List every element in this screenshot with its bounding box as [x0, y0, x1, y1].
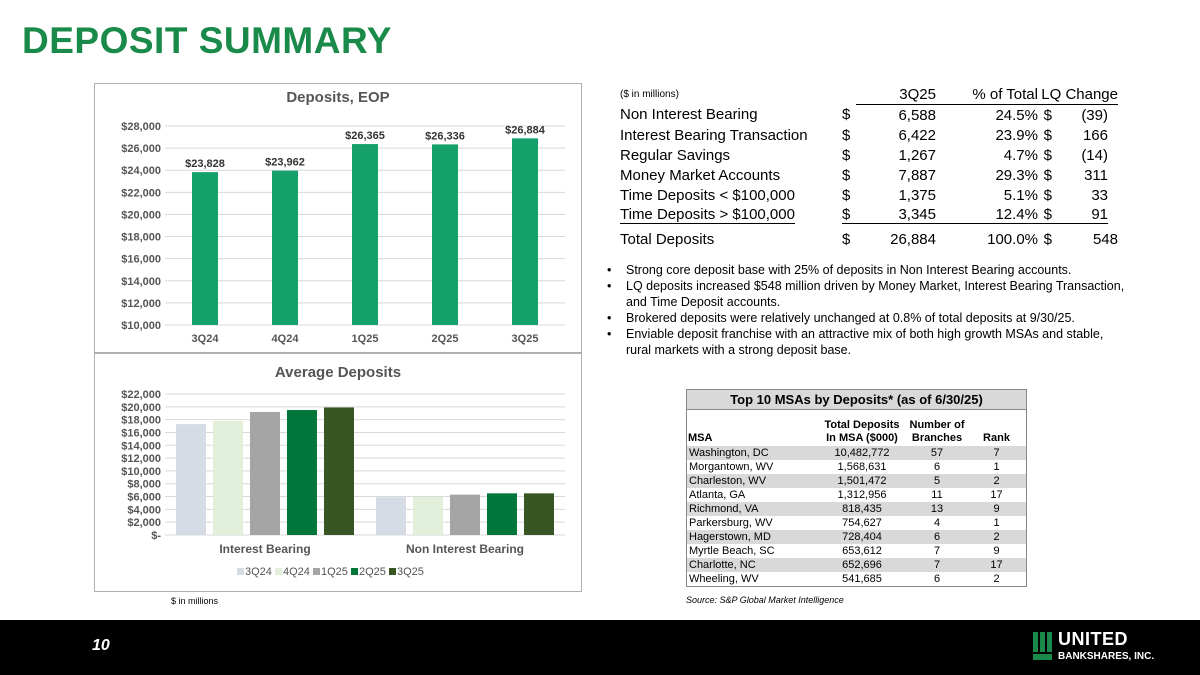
total-change: 548: [1092, 230, 1118, 248]
currency-sign: $: [1043, 166, 1052, 184]
y-tick-label: $6,000: [127, 491, 161, 504]
msa-header: MSA: [688, 432, 713, 444]
deposit-row: [620, 145, 1118, 165]
y-tick-label: $18,000: [121, 414, 161, 427]
deposits-eop-svg: [95, 84, 581, 352]
msa-branches: 6: [933, 572, 941, 585]
msa-row: [687, 516, 1026, 530]
bar: [287, 410, 317, 535]
msa-branches: 4: [933, 516, 941, 529]
data-label: $26,336: [425, 130, 465, 143]
msa-deposits: 1,568,631: [837, 460, 887, 473]
currency-sign: $: [842, 166, 851, 184]
branches-header: Number of Branches: [909, 419, 965, 444]
msa-row: [687, 572, 1026, 586]
header-lq-change: LQ Change: [1038, 84, 1118, 105]
msa-branches: 7: [907, 558, 967, 572]
row-label: Interest Bearing Transaction: [620, 126, 808, 144]
msa-branches: 13: [907, 502, 967, 516]
msa-rank: 2: [967, 530, 1026, 544]
deposit-table-header: [620, 84, 1118, 105]
legend-swatch: [313, 568, 320, 575]
msa-branches: 11: [931, 488, 943, 501]
msa-rank: 9: [967, 502, 1026, 516]
data-label: $23,962: [265, 156, 305, 169]
legend-swatch: [237, 568, 244, 575]
msa-name: Washington, DC: [687, 446, 817, 460]
msa-branches: 7: [933, 544, 941, 557]
chart-title: Average Deposits: [274, 364, 402, 381]
y-tick-label: $16,000: [121, 427, 161, 440]
msa-name: Morgantown, WV: [689, 460, 774, 473]
bar: [376, 497, 406, 535]
data-label: $23,828: [185, 158, 225, 171]
msa-deposits: 653,612: [842, 544, 882, 557]
header-3q25: 3Q25: [856, 84, 936, 105]
bar: [324, 407, 354, 535]
x-tick-label: Non Interest Bearing: [405, 542, 525, 556]
msa-name: Myrtle Beach, SC: [689, 544, 775, 557]
bullet-item: • Brokered deposits were relatively unchanged at 0.8% of total deposits at 9/30/25.: [605, 310, 1125, 326]
msa-deposits: 1,312,956: [837, 488, 887, 501]
msa-table: [687, 390, 1026, 586]
legend-label: 1Q25: [321, 566, 348, 578]
y-tick-label: $-: [151, 530, 161, 542]
deposit-row: [620, 125, 1118, 145]
united-logo-icon: [1033, 632, 1053, 662]
y-tick-label: $14,000: [121, 275, 161, 288]
msa-deposits: 541,685: [842, 572, 882, 585]
total-pct: 100.0%: [987, 230, 1038, 248]
msa-branches: 6: [907, 530, 967, 544]
rank-header: Rank: [983, 432, 1010, 444]
total-label: Total Deposits: [620, 230, 715, 248]
msa-row: [687, 530, 1026, 544]
row-amount: 1,267: [898, 146, 936, 164]
msa-deposits: 652,696: [817, 558, 907, 572]
row-label: Non Interest Bearing: [620, 106, 758, 124]
y-tick-label: $2,000: [127, 517, 161, 530]
currency-sign: $: [1043, 126, 1052, 144]
legend-label: 4Q24: [283, 566, 310, 578]
y-tick-label: $18,000: [121, 231, 161, 244]
legend-swatch: [275, 568, 282, 575]
msa-branches: 5: [907, 474, 967, 488]
msa-rank: 9: [993, 544, 1000, 557]
row-amount: 6,588: [898, 106, 936, 124]
row-pct: 23.9%: [995, 126, 1038, 144]
y-tick-label: $14,000: [121, 440, 161, 453]
data-label: $26,365: [345, 130, 385, 143]
deposit-row: [620, 165, 1118, 185]
chart-title: Deposits, EOP: [286, 89, 390, 106]
y-tick-label: $4,000: [127, 504, 161, 517]
row-label: Time Deposits > $100,000: [620, 206, 795, 223]
row-amount: 1,375: [898, 186, 936, 204]
footer-bar: [0, 620, 1200, 675]
y-tick-label: $8,000: [127, 478, 161, 491]
msa-name: Richmond, VA: [687, 502, 817, 516]
row-pct: 29.3%: [995, 166, 1038, 184]
msa-rank: 1: [993, 460, 1000, 473]
msa-branches: 57: [907, 446, 967, 460]
source-note: Source: S&P Global Market Intelligence: [686, 595, 844, 605]
millions-note: $ in millions: [171, 596, 219, 606]
row-change: (14): [1081, 146, 1108, 164]
currency-sign: $: [842, 186, 851, 204]
currency-sign: $: [842, 205, 856, 225]
msa-name: Parkersburg, WV: [689, 516, 773, 529]
y-tick-label: $12,000: [121, 297, 161, 310]
data-label: $26,884: [505, 124, 545, 137]
msa-rank: 7: [967, 446, 1026, 460]
msa-deposits: 754,627: [842, 516, 882, 529]
x-tick-label: 2Q25: [431, 333, 459, 345]
msa-rank: 17: [990, 488, 1003, 501]
logo-subtitle: BANKSHARES, INC.: [1058, 651, 1155, 662]
y-tick-label: $10,000: [121, 320, 161, 332]
bar: [192, 172, 218, 325]
bar: [524, 493, 554, 535]
average-deposits-svg: [95, 354, 581, 591]
row-pct: 5.1%: [1003, 186, 1038, 204]
bar: [487, 493, 517, 535]
msa-row: [687, 446, 1026, 460]
msa-name: Charlotte, NC: [687, 558, 817, 572]
row-amount: 6,422: [898, 126, 936, 144]
bar: [413, 497, 443, 535]
total-amount: 26,884: [890, 230, 936, 248]
msa-row: [687, 488, 1026, 502]
msa-deposits: 10,482,772: [817, 446, 907, 460]
msa-row: [687, 460, 1026, 474]
row-change: 311: [1084, 166, 1108, 184]
row-change: (39): [1081, 106, 1108, 124]
row-label: Time Deposits < $100,000: [620, 186, 795, 204]
bar: [432, 144, 458, 325]
bar: [213, 421, 243, 535]
header-pct-total: % of Total: [936, 84, 1038, 105]
bullet-item: • LQ deposits increased $548 million driven by Money Market, Interest Bearing Transaction, and Time Deposit accounts.: [605, 278, 1125, 310]
average-deposits-chart: [94, 353, 582, 592]
currency-sign: $: [842, 126, 851, 144]
msa-table-header: [687, 410, 1026, 447]
bar: [250, 412, 280, 535]
msa-row: [687, 558, 1026, 572]
row-change: 33: [1091, 186, 1108, 204]
legend-swatch: [351, 568, 358, 575]
currency-sign: $: [1043, 230, 1052, 248]
page-number: 10: [92, 637, 110, 654]
bar: [272, 171, 298, 325]
y-tick-label: $28,000: [121, 121, 161, 133]
msa-deposits: 818,435: [817, 502, 907, 516]
legend-label: 3Q24: [245, 566, 272, 578]
msa-rank: 17: [967, 558, 1026, 572]
msa-name: Wheeling, WV: [689, 572, 759, 585]
bullet-item: • Enviable deposit franchise with an attractive mix of both high growth MSAs and stable, rural markets with a strong deposit base.: [605, 326, 1125, 358]
msa-rank: 2: [993, 572, 1000, 585]
bar: [352, 144, 378, 325]
currency-sign: $: [1043, 186, 1052, 204]
row-amount: 7,887: [898, 166, 936, 184]
currency-sign: $: [1038, 205, 1052, 225]
y-tick-label: $24,000: [121, 165, 161, 178]
x-tick-label: 3Q24: [191, 333, 219, 345]
y-tick-label: $10,000: [121, 465, 161, 478]
row-pct: 24.5%: [995, 106, 1038, 124]
row-label: Regular Savings: [620, 146, 731, 164]
msa-branches: 6: [933, 460, 941, 473]
y-tick-label: $20,000: [121, 401, 161, 414]
page-title: DEPOSIT SUMMARY: [22, 20, 392, 61]
bar: [176, 424, 206, 535]
legend-label: 3Q25: [397, 566, 424, 578]
key-points-list: [605, 262, 1125, 358]
deposits-header: Total Deposits In MSA ($000): [824, 419, 900, 444]
msa-table-panel: [686, 389, 1027, 587]
msa-row: [687, 544, 1026, 558]
msa-deposits: 728,404: [817, 530, 907, 544]
y-tick-label: $20,000: [121, 209, 161, 222]
msa-row: [687, 502, 1026, 516]
logo-wordmark: UNITED: [1058, 629, 1128, 649]
msa-rank: 2: [967, 474, 1026, 488]
currency-sign: $: [1043, 146, 1052, 164]
deposit-row: [620, 105, 1118, 126]
bar: [512, 138, 538, 325]
row-pct: 12.4%: [936, 205, 1038, 225]
units-label: ($ in millions): [620, 88, 679, 100]
deposit-row: [620, 205, 1118, 225]
y-tick-label: $16,000: [121, 253, 161, 266]
row-pct: 4.7%: [1003, 146, 1038, 164]
x-tick-label: 1Q25: [351, 333, 379, 345]
y-tick-label: $12,000: [121, 453, 161, 466]
y-tick-label: $22,000: [121, 187, 161, 200]
legend-swatch: [389, 568, 396, 575]
legend-label: 2Q25: [359, 566, 386, 578]
msa-name: Charleston, WV: [687, 474, 817, 488]
msa-row: [687, 474, 1026, 488]
bullet-item: • Strong core deposit base with 25% of deposits in Non Interest Bearing accounts.: [605, 262, 1125, 278]
y-tick-label: $26,000: [121, 143, 161, 156]
row-label: Money Market Accounts: [620, 166, 781, 184]
msa-name: Atlanta, GA: [689, 488, 746, 501]
currency-sign: $: [842, 106, 851, 124]
msa-deposits: 1,501,472: [817, 474, 907, 488]
currency-sign: $: [842, 146, 851, 164]
msa-table-caption: Top 10 MSAs by Deposits* (as of 6/30/25): [687, 390, 1026, 410]
deposit-total-row: [620, 225, 1118, 249]
bar: [450, 495, 480, 535]
msa-name: Hagerstown, MD: [687, 530, 817, 544]
x-tick-label: 4Q24: [271, 333, 299, 345]
row-amount: 3,345: [856, 205, 936, 225]
y-tick-label: $22,000: [121, 389, 161, 401]
x-tick-label: 3Q25: [511, 333, 539, 345]
row-change: 166: [1082, 126, 1108, 144]
currency-sign: $: [842, 230, 851, 248]
currency-sign: $: [1043, 106, 1052, 124]
deposit-table: [620, 84, 1118, 249]
deposit-row: [620, 185, 1118, 205]
x-tick-label: Interest Bearing: [219, 542, 311, 556]
row-change: 91: [1052, 205, 1118, 225]
deposits-eop-chart: [94, 83, 582, 353]
msa-rank: 1: [993, 516, 1000, 529]
